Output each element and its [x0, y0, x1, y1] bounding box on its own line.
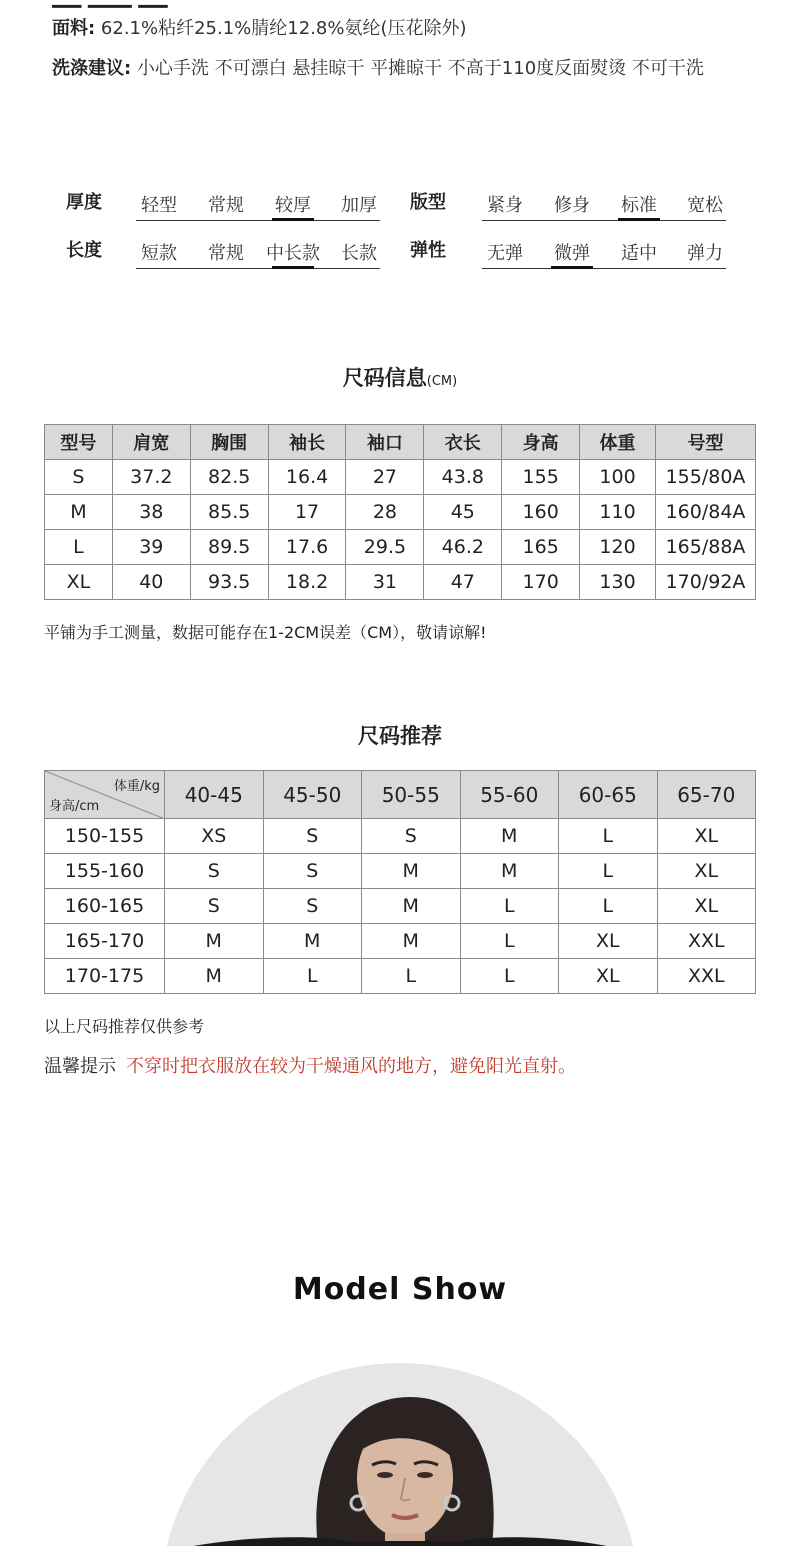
size-info-table — [44, 424, 756, 600]
table-cell: M — [460, 819, 559, 854]
cut-off-text — [52, 0, 168, 8]
table-cell: 18.2 — [268, 565, 346, 600]
attr-underline — [482, 268, 726, 269]
table-cell: 170 — [502, 565, 580, 600]
table-cell: L — [559, 889, 658, 924]
table-cell: 155 — [502, 460, 580, 495]
table-cell: 170/92A — [655, 565, 755, 600]
tip-label: 温馨提示 — [44, 1056, 116, 1077]
attr-option-length-2: 中长款 — [266, 243, 320, 264]
attr-option-elasticity-2: 适中 — [621, 243, 657, 264]
column-header: 45-50 — [263, 771, 362, 819]
attr-option-thickness-2: 较厚 — [275, 195, 311, 216]
table-cell: S — [45, 460, 113, 495]
table-cell: 43.8 — [424, 460, 502, 495]
table-cell: XL — [657, 819, 756, 854]
column-header: 袖长 — [268, 425, 346, 460]
table-row — [45, 495, 756, 530]
table-cell: L — [362, 959, 461, 994]
attr-option-thickness-1: 常规 — [208, 195, 244, 216]
table-cell: 17 — [268, 495, 346, 530]
attr-underline — [136, 268, 380, 269]
table-cell: XXL — [657, 924, 756, 959]
attr-label-thickness: 厚度 — [66, 192, 102, 213]
attr-option-fit-3: 宽松 — [687, 195, 723, 216]
attr-label-length: 长度 — [66, 240, 102, 261]
table-cell: S — [362, 819, 461, 854]
table-cell: 165/88A — [655, 530, 755, 565]
table-cell: 40 — [112, 565, 190, 600]
attr-option-thickness-3: 加厚 — [341, 195, 377, 216]
table-cell: 110 — [580, 495, 656, 530]
column-header: 体重 — [580, 425, 656, 460]
care-line — [52, 54, 772, 84]
table-cell: 100 — [580, 460, 656, 495]
table-cell: M — [362, 924, 461, 959]
weight-axis-label: 体重/kg — [113, 779, 160, 794]
table-cell: XXL — [657, 959, 756, 994]
table-cell: 31 — [346, 565, 424, 600]
attr-label-elasticity: 弹性 — [410, 240, 446, 261]
material-value: 62.1%粘纤25.1%腈纶12.8%氨纶(压花除外) — [95, 18, 467, 39]
table-cell: XL — [45, 565, 113, 600]
table-cell: 38 — [112, 495, 190, 530]
tip-text: 不穿时把衣服放在较为干燥通风的地方，避免阳光直射。 — [126, 1056, 576, 1077]
material-label: 面料: — [52, 18, 96, 39]
table-cell: XL — [559, 959, 658, 994]
table-cell: 45 — [424, 495, 502, 530]
attr-option-fit-0: 紧身 — [487, 195, 523, 216]
column-header: 55-60 — [460, 771, 559, 819]
table-cell: 160 — [502, 495, 580, 530]
table-cell: 155/80A — [655, 460, 755, 495]
model-photo — [160, 1363, 640, 1546]
table-cell: 28 — [346, 495, 424, 530]
table-cell: M — [362, 854, 461, 889]
table-row — [45, 819, 756, 854]
table-cell: L — [263, 959, 362, 994]
table-cell: M — [362, 889, 461, 924]
table-cell: 89.5 — [190, 530, 268, 565]
table-row — [45, 854, 756, 889]
table-cell: 93.5 — [190, 565, 268, 600]
table-row — [45, 889, 756, 924]
size-info-unit: (CM) — [426, 374, 458, 389]
attr-selected-marker — [551, 266, 593, 269]
attr-option-thickness-0: 轻型 — [141, 195, 177, 216]
table-row — [45, 530, 756, 565]
model-show-title: Model Show — [292, 1272, 508, 1307]
care-value: 小心手洗 不可漂白 悬挂晾干 平摊晾干 不高于110度反面熨烫 不可干洗 — [131, 58, 704, 79]
table-cell: L — [45, 530, 113, 565]
care-tip — [44, 1052, 576, 1078]
size-recommend-table — [44, 770, 756, 994]
table-cell: 120 — [580, 530, 656, 565]
table-cell: M — [165, 924, 264, 959]
attr-label-fit: 版型 — [410, 192, 446, 213]
table-header-row — [45, 771, 756, 819]
column-header: 袖口 — [346, 425, 424, 460]
table-cell: L — [559, 854, 658, 889]
column-header: 型号 — [45, 425, 113, 460]
row-header-cell: 150-155 — [45, 819, 165, 854]
table-cell: L — [559, 819, 658, 854]
table-cell: 46.2 — [424, 530, 502, 565]
attr-option-length-1: 常规 — [208, 243, 244, 264]
column-header: 衣长 — [424, 425, 502, 460]
table-cell: 130 — [580, 565, 656, 600]
table-row — [45, 959, 756, 994]
column-header: 胸围 — [190, 425, 268, 460]
table-cell: S — [263, 819, 362, 854]
table-cell: 17.6 — [268, 530, 346, 565]
model-photo-frame — [160, 1363, 640, 1546]
column-header: 40-45 — [165, 771, 264, 819]
table-cell: S — [165, 889, 264, 924]
row-header-cell: 155-160 — [45, 854, 165, 889]
table-cell: 29.5 — [346, 530, 424, 565]
table-cell: S — [263, 889, 362, 924]
column-header: 60-65 — [559, 771, 658, 819]
table-cell: XL — [657, 854, 756, 889]
table-cell: XS — [165, 819, 264, 854]
table-row — [45, 460, 756, 495]
table-cell: L — [460, 959, 559, 994]
table-cell: M — [263, 924, 362, 959]
row-header-cell: 160-165 — [45, 889, 165, 924]
column-header: 号型 — [655, 425, 755, 460]
column-header: 65-70 — [657, 771, 756, 819]
size-rec-title: 尺码推荐 — [358, 724, 442, 748]
material-line — [52, 14, 467, 44]
rec-note: 以上尺码推荐仅供参考 — [44, 1017, 205, 1036]
attr-selected-marker — [272, 218, 314, 221]
table-cell: L — [460, 924, 559, 959]
row-header-cell: 170-175 — [45, 959, 165, 994]
height-axis-label: 身高/cm — [49, 799, 100, 814]
attr-selected-marker — [618, 218, 660, 221]
table-cell: 47 — [424, 565, 502, 600]
measure-note: 平铺为手工测量，数据可能存在1-2CM误差（CM），敬请谅解! — [44, 623, 487, 642]
table-cell: 82.5 — [190, 460, 268, 495]
attr-option-fit-2: 标准 — [621, 195, 657, 216]
column-header: 肩宽 — [112, 425, 190, 460]
table-cell: S — [165, 854, 264, 889]
table-cell: XL — [559, 924, 658, 959]
attr-underline — [482, 220, 726, 221]
table-cell: 165 — [502, 530, 580, 565]
table-cell: S — [263, 854, 362, 889]
table-row — [45, 565, 756, 600]
table-cell: M — [45, 495, 113, 530]
table-cell: 37.2 — [112, 460, 190, 495]
table-cell: L — [460, 889, 559, 924]
table-cell: 85.5 — [190, 495, 268, 530]
attr-selected-marker — [272, 266, 314, 269]
table-header-row — [45, 425, 756, 460]
table-cell: 39 — [112, 530, 190, 565]
column-header: 身高 — [502, 425, 580, 460]
corner-header — [45, 771, 165, 819]
attr-option-length-3: 长款 — [341, 243, 377, 264]
row-header-cell: 165-170 — [45, 924, 165, 959]
care-label: 洗涤建议: — [52, 58, 132, 79]
table-cell: XL — [657, 889, 756, 924]
attr-option-elasticity-1: 微弹 — [554, 243, 590, 264]
table-cell: M — [460, 854, 559, 889]
table-cell: M — [165, 959, 264, 994]
attr-underline — [136, 220, 380, 221]
attr-option-elasticity-0: 无弹 — [487, 243, 523, 264]
attr-option-elasticity-3: 弹力 — [687, 243, 723, 264]
attr-option-fit-1: 修身 — [554, 195, 590, 216]
size-info-title: 尺码信息(CM) — [342, 366, 458, 390]
table-cell: 27 — [346, 460, 424, 495]
table-cell: 16.4 — [268, 460, 346, 495]
table-cell: 160/84A — [655, 495, 755, 530]
column-header: 50-55 — [362, 771, 461, 819]
table-row — [45, 924, 756, 959]
attr-option-length-0: 短款 — [141, 243, 177, 264]
